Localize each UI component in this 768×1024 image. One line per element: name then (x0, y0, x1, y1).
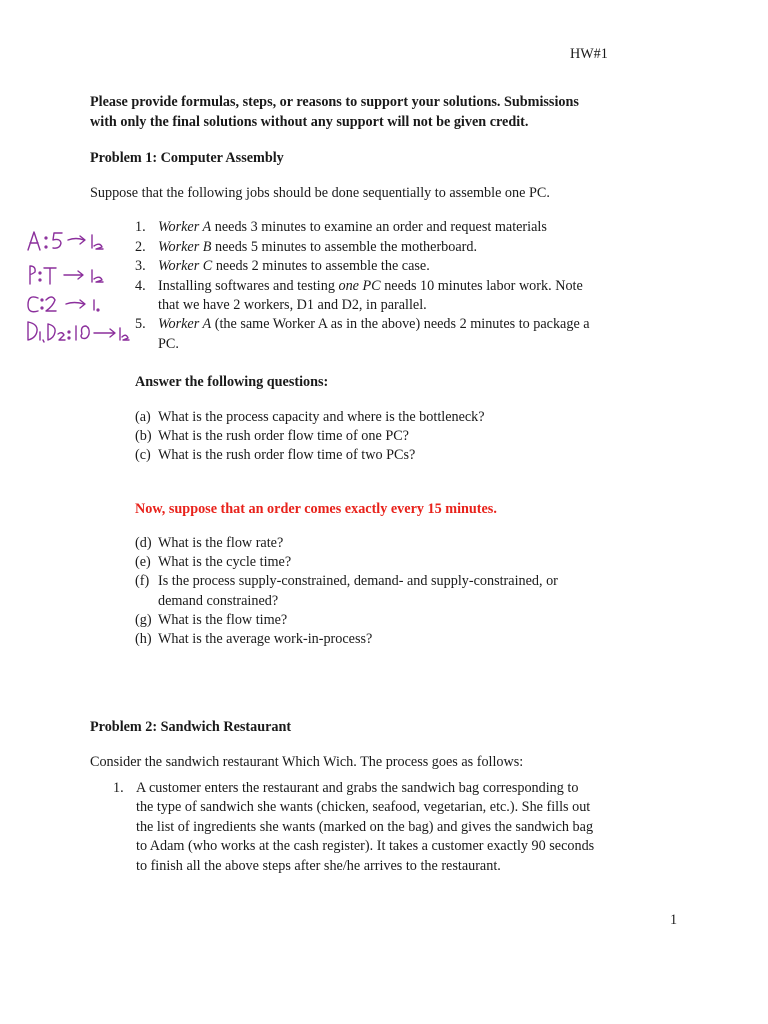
question-f-continued: demand constrained? (158, 593, 279, 609)
step-worker: Worker B (158, 239, 212, 255)
step-worker: Worker C (158, 258, 213, 274)
question-h (135, 630, 372, 650)
question-text: What is the cycle time? (158, 554, 292, 570)
question-d (135, 534, 283, 554)
item-line: the type of sandwich she wants (chicken, seafood, vegetarian, etc.). She fills out (136, 799, 591, 815)
step-4-continued: that we have 2 workers, D1 and D2, in parallel. (158, 297, 427, 313)
question-text: Is the process supply-constrained, demand- and supply-constrained, or (158, 573, 558, 589)
question-g (135, 611, 287, 631)
step-text: needs 5 minutes to assemble the motherboard. (211, 239, 478, 255)
question-text: What is the rush order flow time of two PCs? (158, 447, 416, 463)
step-number: 5. (135, 316, 146, 332)
question-label: (g) (135, 612, 152, 628)
question-text: What is the flow rate? (158, 535, 284, 551)
step-text: Installing softwares and testing (158, 278, 339, 294)
step-worker: Worker A (158, 219, 212, 235)
question-f (135, 572, 558, 592)
step-2 (135, 238, 477, 258)
question-b (135, 427, 409, 447)
step-5 (135, 315, 590, 335)
handwritten-annotations (22, 228, 134, 353)
problem-2-title: Problem 2: Sandwich Restaurant (90, 719, 292, 735)
question-label: (f) (135, 573, 150, 589)
step-number: 3. (135, 258, 146, 274)
instructions (90, 93, 579, 132)
step-number: 2. (135, 239, 146, 255)
instructions-line-1: Please provide formulas, steps, or reasons to support your solutions. Submissions (90, 94, 579, 110)
item-number: 1. (113, 780, 124, 796)
handwriting-ink (22, 228, 134, 348)
question-text: What is the rush order flow time of one PC? (158, 428, 409, 444)
item-line: to finish all the above steps after she/he arrives to the restaurant. (136, 858, 501, 874)
step-text: (the same Worker A as in the above) needs 2 minutes to package a (211, 316, 590, 332)
step-worker: Worker A (158, 316, 212, 332)
question-text: What is the average work-in-process? (158, 631, 373, 647)
step-5-continued: PC. (158, 336, 179, 352)
question-label: (e) (135, 554, 151, 570)
item-line: to Adam (who works at the cash register). It takes a customer exactly 90 seconds (136, 838, 595, 854)
item-line: A customer enters the restaurant and grabs the sandwich bag corresponding to (136, 780, 579, 796)
question-text: What is the process capacity and where is the bottleneck? (158, 409, 485, 425)
question-label: (d) (135, 535, 152, 551)
step-text: needs 10 minutes labor work. Note (380, 278, 583, 294)
step-text: needs 3 minutes to examine an order and request materials (211, 219, 547, 235)
header-label: HW#1 (570, 46, 608, 62)
step-emphasis: one PC (338, 278, 381, 294)
step-1 (135, 218, 547, 238)
question-c (135, 446, 415, 466)
order-interval-note: Now, suppose that an order comes exactly every 15 minutes. (135, 501, 497, 517)
instructions-line-2: with only the final solutions without any support will not be given credit. (90, 113, 529, 130)
step-number: 4. (135, 278, 146, 294)
problem-2-intro: Consider the sandwich restaurant Which Wich. The process goes as follows: (90, 754, 524, 770)
item-line: the list of ingredients she wants (marked on the bag) and gives the sandwich bag (136, 819, 594, 835)
question-e (135, 553, 291, 573)
question-label: (b) (135, 428, 152, 444)
question-label: (c) (135, 447, 151, 463)
step-text: needs 2 minutes to assemble the case. (212, 258, 430, 274)
answer-heading: Answer the following questions: (135, 374, 329, 390)
question-a (135, 408, 485, 428)
question-text: What is the flow time? (158, 612, 288, 628)
step-3 (135, 257, 430, 277)
problem-1-title: Problem 1: Computer Assembly (90, 150, 284, 166)
step-number: 1. (135, 219, 146, 235)
question-label: (a) (135, 409, 151, 425)
page-number: 1 (670, 912, 678, 928)
problem-1-intro: Suppose that the following jobs should be done sequentially to assemble one PC. (90, 185, 550, 201)
step-4 (135, 277, 583, 297)
question-label: (h) (135, 631, 152, 647)
